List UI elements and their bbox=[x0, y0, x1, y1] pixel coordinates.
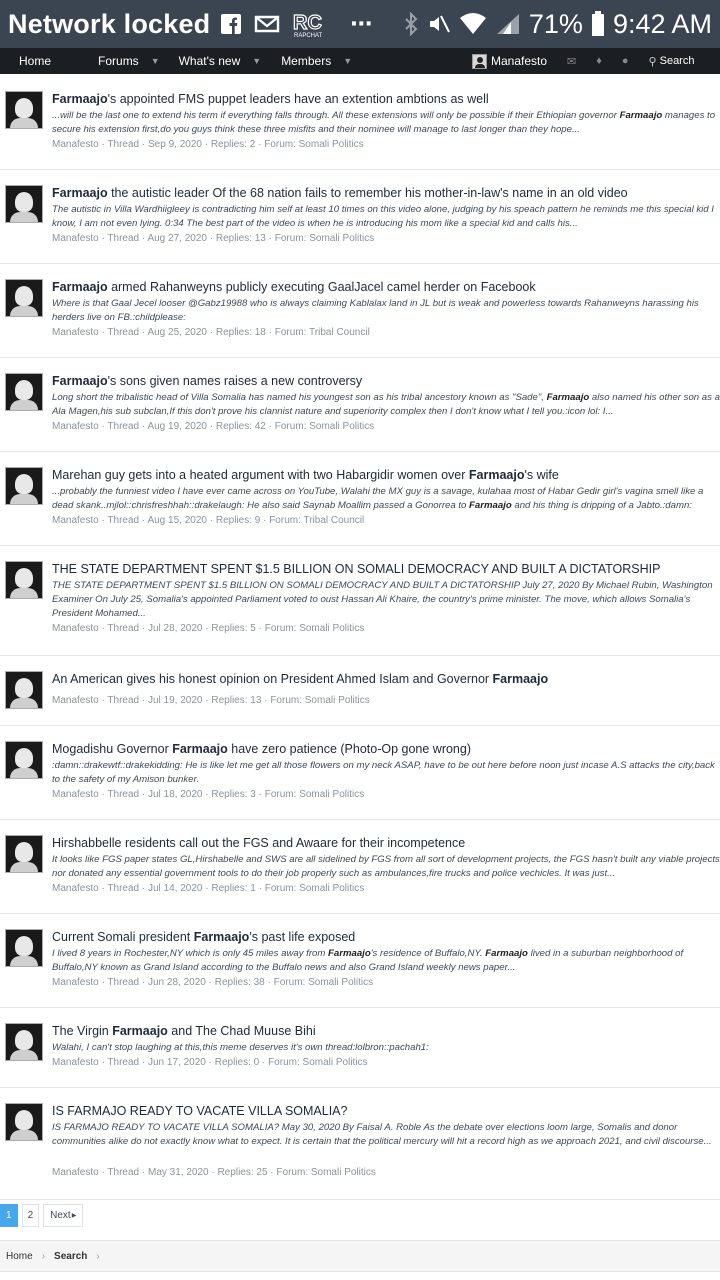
highlight-term: Farmaajo bbox=[52, 374, 108, 388]
meta-separator: · bbox=[265, 327, 275, 338]
result-snippet bbox=[52, 759, 720, 787]
meta-author[interactable]: Manafesto bbox=[52, 623, 99, 634]
meta-separator: · bbox=[98, 233, 108, 244]
mute-icon bbox=[427, 12, 451, 36]
meta-author[interactable]: Manafesto bbox=[52, 515, 99, 526]
meta-replies: Replies: 18 bbox=[215, 327, 266, 338]
result-meta bbox=[52, 233, 374, 244]
carrier-text: Network locked bbox=[8, 8, 211, 39]
result-title-link[interactable] bbox=[52, 1024, 316, 1038]
title-text: armed Rahanweyns publicly executing GaalJacel camel herder on Facebook bbox=[107, 280, 536, 294]
nav-whats-new[interactable] bbox=[160, 54, 262, 68]
title-text: Marehan guy gets into a heated argument with two Habargidir women over bbox=[52, 468, 469, 482]
meta-separator: · bbox=[98, 977, 108, 988]
title-text: An American gives his honest opinion on President Ahmed Islam and Governor bbox=[52, 672, 493, 686]
snippet-text: also named his other son as a Ala Magen,his sub subclan,If this don't prove his clannist nature and superiority complex then I don't know what I tell you.:icon lol: I... bbox=[52, 392, 720, 417]
meta-date[interactable]: Jun 28, 2020 bbox=[148, 977, 206, 988]
result-meta bbox=[52, 327, 370, 338]
meta-separator: · bbox=[206, 421, 216, 432]
meta-forum[interactable]: Forum: Somali Politics bbox=[264, 623, 365, 634]
author-avatar[interactable] bbox=[5, 835, 43, 873]
title-text: the autistic leader Of the 68 nation fails to remember his mother-in-law's name in an old video bbox=[107, 186, 628, 200]
meta-separator: · bbox=[255, 139, 265, 150]
search-result-row bbox=[0, 546, 720, 656]
signal-icon bbox=[495, 12, 521, 36]
result-title-link[interactable] bbox=[52, 930, 355, 944]
result-meta bbox=[52, 695, 370, 706]
result-meta bbox=[52, 1167, 376, 1178]
chevron-right-icon: › bbox=[96, 1250, 100, 1262]
title-text: Mogadishu Governor bbox=[52, 742, 173, 756]
search-result-row bbox=[0, 914, 720, 1008]
meta-author[interactable]: Manafesto bbox=[52, 233, 99, 244]
meta-forum[interactable]: Forum: Somali Politics bbox=[264, 883, 365, 894]
highlight-term: Farmaajo bbox=[172, 742, 228, 756]
meta-author[interactable]: Manafesto bbox=[52, 139, 99, 150]
gmail-icon bbox=[254, 13, 280, 35]
meta-separator: · bbox=[264, 977, 274, 988]
meta-separator: · bbox=[261, 695, 271, 706]
title-text: 's wife bbox=[524, 468, 559, 482]
author-avatar[interactable] bbox=[5, 671, 43, 709]
meta-date[interactable]: May 31, 2020 bbox=[148, 1167, 209, 1178]
meta-separator: · bbox=[255, 883, 265, 894]
snippet-text: Long short the tribalistic head of Villa Somalia has named his youngest son as his tribal ancestory known as "Sade", bbox=[52, 392, 547, 403]
facebook-icon bbox=[220, 13, 242, 35]
snippet-text: 's residence of Buffalo,NY. bbox=[370, 948, 486, 959]
meta-author[interactable]: Manafesto bbox=[52, 883, 99, 894]
snippet-text: manages to secure his extension first,do you guys think these three misfits and their nominee will manage to last longer than they hope... bbox=[52, 110, 716, 135]
next-page-button[interactable] bbox=[43, 1204, 83, 1227]
meta-forum[interactable]: Forum: Somali Politics bbox=[274, 421, 375, 432]
result-title-link[interactable] bbox=[52, 186, 628, 200]
result-snippet bbox=[52, 1041, 720, 1055]
meta-replies: Replies: 9 bbox=[215, 515, 261, 526]
author-avatar[interactable] bbox=[5, 1103, 43, 1141]
pagination bbox=[0, 1203, 87, 1227]
meta-separator: · bbox=[139, 139, 148, 150]
meta-date[interactable]: Jul 28, 2020 bbox=[148, 623, 203, 634]
bluetooth-icon bbox=[403, 12, 419, 36]
clock: 9:42 AM bbox=[612, 8, 712, 39]
more-dots-icon: ⋯ bbox=[350, 11, 373, 36]
result-snippet bbox=[52, 579, 720, 621]
nav-members-label: Members bbox=[281, 54, 332, 68]
meta-forum[interactable]: Forum: Somali Politics bbox=[270, 695, 370, 706]
author-avatar[interactable] bbox=[5, 467, 43, 505]
meta-date[interactable]: Aug 15, 2020 bbox=[147, 515, 207, 526]
search-result-row bbox=[0, 74, 720, 170]
nav-home-label: Home bbox=[19, 54, 52, 68]
meta-author[interactable]: Manafesto bbox=[52, 695, 99, 706]
meta-type: Thread bbox=[107, 327, 140, 338]
chevron-down-icon[interactable]: ▼ bbox=[343, 56, 353, 66]
meta-separator: · bbox=[206, 233, 216, 244]
username[interactable]: Manafesto bbox=[491, 54, 548, 68]
meta-date[interactable]: Jun 17, 2020 bbox=[148, 1057, 206, 1068]
author-avatar[interactable] bbox=[5, 91, 43, 129]
meta-separator: · bbox=[98, 1167, 108, 1178]
result-meta bbox=[52, 421, 374, 432]
highlight-term: Farmaajo bbox=[485, 948, 528, 959]
meta-replies: Replies: 38 bbox=[214, 977, 265, 988]
page-1[interactable]: 1 bbox=[0, 1204, 18, 1227]
meta-date[interactable]: Jul 14, 2020 bbox=[148, 883, 203, 894]
chevron-right-icon: › bbox=[41, 1250, 46, 1262]
search-result-row bbox=[0, 170, 720, 264]
chevron-down-icon[interactable]: ▼ bbox=[150, 56, 160, 66]
meta-separator: · bbox=[202, 789, 212, 800]
meta-type: Thread bbox=[107, 623, 140, 634]
title-text: 's appointed FMS puppet leaders have an extention ambtions as well bbox=[107, 92, 489, 106]
chevron-down-icon[interactable]: ▼ bbox=[252, 56, 262, 66]
title-text: have zero patience (Photo-Op gone wrong) bbox=[227, 742, 471, 756]
highlight-term: Farmaajo bbox=[193, 930, 250, 944]
meta-separator: · bbox=[260, 515, 270, 526]
title-text: 's sons given names raises a new controversy bbox=[107, 374, 363, 388]
meta-replies: Replies: 25 bbox=[217, 1167, 268, 1178]
title-text: Hirshabbelle residents call out the FGS and Awaare for their incompetence bbox=[52, 836, 466, 850]
title-text: 's past life exposed bbox=[249, 930, 356, 944]
meta-type: Thread bbox=[107, 421, 140, 432]
meta-replies: Replies: 1 bbox=[211, 883, 256, 894]
meta-forum[interactable]: Forum: Tribal Council bbox=[274, 327, 370, 338]
search-result-row bbox=[0, 452, 720, 546]
status-bar bbox=[0, 0, 720, 48]
battery-percent: 71% bbox=[528, 8, 583, 39]
nav-user-area bbox=[472, 48, 694, 74]
breadcrumb bbox=[0, 1240, 720, 1272]
meta-forum[interactable]: Forum: Somali Politics bbox=[268, 1057, 368, 1068]
result-meta bbox=[52, 139, 364, 150]
meta-separator: · bbox=[208, 1167, 218, 1178]
meta-date[interactable]: Jul 18, 2020 bbox=[148, 789, 203, 800]
meta-replies: Replies: 3 bbox=[211, 789, 256, 800]
author-avatar[interactable] bbox=[5, 561, 43, 599]
meta-date[interactable]: Sep 9, 2020 bbox=[148, 139, 202, 150]
result-meta bbox=[52, 515, 364, 526]
search-result-row bbox=[0, 1008, 720, 1088]
meta-separator: · bbox=[139, 233, 148, 244]
highlight-term: Farmaajo bbox=[619, 110, 663, 121]
nav-home[interactable] bbox=[0, 54, 51, 68]
meta-forum[interactable]: Forum: Somali Politics bbox=[276, 1167, 376, 1178]
meta-separator: · bbox=[98, 695, 108, 706]
meta-separator: · bbox=[255, 623, 265, 634]
snippet-text: It looks like FGS paper states GL,Hirshabelle and SWS are all sidelined by FGS from all sort of development projects, the FGS hasn't built any viable projects nor donated any essential government tools to do their job properly such as ambulances,fire trucks and police vechicles. It was just... bbox=[52, 854, 720, 879]
snippet-text: and his thing is dripping of a Jabto.:damn: bbox=[511, 500, 692, 511]
author-avatar[interactable] bbox=[5, 1023, 43, 1061]
result-title-link[interactable] bbox=[52, 836, 465, 850]
nav-whats-new-label: What's new bbox=[178, 54, 241, 68]
meta-separator: · bbox=[139, 515, 148, 526]
meta-separator: · bbox=[139, 1167, 148, 1178]
result-snippet bbox=[52, 297, 720, 325]
snippet-text: ...will be the last one to extend his term if everything falls through. All these extensions will only be possible if their Ethiopian governor bbox=[52, 110, 620, 121]
meta-separator: · bbox=[265, 233, 275, 244]
highlight-term: Farmaajo bbox=[328, 948, 371, 959]
result-title-link[interactable] bbox=[52, 742, 471, 756]
meta-separator: · bbox=[139, 977, 148, 988]
meta-type: Thread bbox=[107, 695, 140, 706]
result-title-link[interactable] bbox=[52, 374, 362, 388]
result-meta bbox=[52, 789, 364, 800]
title-text: and The Chad Muuse Bihi bbox=[167, 1024, 316, 1038]
highlight-term: Farmaajo bbox=[468, 468, 525, 482]
meta-separator: · bbox=[139, 327, 148, 338]
highlight-term: Farmaajo bbox=[52, 186, 108, 200]
meta-forum[interactable]: Forum: Tribal Council bbox=[269, 515, 365, 526]
lightbulb-icon[interactable]: ● bbox=[621, 55, 629, 67]
meta-author[interactable]: Manafesto bbox=[52, 977, 99, 988]
meta-date[interactable]: Aug 27, 2020 bbox=[147, 233, 207, 244]
meta-replies: Replies: 42 bbox=[215, 421, 266, 432]
snippet-text: The autistic in Villa Wardhiigleey is contradicting him self at least 10 times on this video alone, judging by his speach pattern he reminds me this special kid I know, I am not even lying. 0:34 The best part of the video is when he is introducing his mom like a special kid and calls his... bbox=[52, 204, 714, 229]
meta-type: Thread bbox=[107, 233, 140, 244]
result-title-link[interactable] bbox=[52, 468, 559, 482]
meta-replies: Replies: 13 bbox=[215, 233, 266, 244]
search-result-row bbox=[0, 726, 720, 820]
nav-forums-label: Forums bbox=[98, 54, 139, 68]
meta-separator: · bbox=[206, 515, 216, 526]
bell-icon[interactable]: ♦ bbox=[596, 55, 602, 67]
search-result-row bbox=[0, 656, 720, 726]
author-avatar[interactable] bbox=[5, 185, 43, 223]
meta-type: Thread bbox=[107, 1167, 140, 1178]
chevron-right-icon: ▶ bbox=[71, 1212, 77, 1219]
title-text: THE STATE DEPARTMENT SPENT $1.5 BILLION ON SOMALI DEMOCRACY AND BUILT A DICTATORSHIP bbox=[52, 562, 661, 576]
meta-replies: Replies: 0 bbox=[214, 1057, 260, 1068]
meta-separator: · bbox=[255, 789, 265, 800]
inbox-icon[interactable]: ✉ bbox=[567, 55, 577, 68]
meta-forum[interactable]: Forum: Somali Politics bbox=[274, 233, 375, 244]
result-title-link[interactable] bbox=[52, 92, 489, 106]
result-title-link[interactable] bbox=[52, 672, 548, 686]
meta-separator: · bbox=[98, 327, 108, 338]
meta-separator: · bbox=[259, 1057, 269, 1068]
meta-author[interactable]: Manafesto bbox=[52, 789, 99, 800]
meta-author[interactable]: Manafesto bbox=[52, 1057, 99, 1068]
highlight-term: Farmaajo bbox=[546, 392, 590, 403]
meta-separator: · bbox=[205, 977, 215, 988]
result-snippet bbox=[52, 203, 720, 231]
meta-separator: · bbox=[265, 421, 275, 432]
page-2[interactable]: 2 bbox=[22, 1204, 40, 1227]
nav-members[interactable] bbox=[261, 54, 352, 68]
breadcrumb-search[interactable]: Search bbox=[54, 1250, 88, 1262]
meta-separator: · bbox=[202, 695, 212, 706]
snippet-text: THE STATE DEPARTMENT SPENT $1.5 BILLION ON SOMALI DEMOCRACY AND BUILT A DICTATORSHIP July 27, 2020 By Michael Rubin, Washington Examiner On July 25, Somalia's appointed Parliament voted to oust Hassan Ali Khaire, the country's prime minister. The move, which allows Somalia's President Mohamed... bbox=[52, 580, 713, 619]
result-title-link[interactable] bbox=[52, 280, 536, 294]
wifi-icon bbox=[459, 12, 487, 36]
author-avatar[interactable] bbox=[5, 373, 43, 411]
meta-separator: · bbox=[139, 695, 148, 706]
search-icon[interactable]: ⚲ bbox=[648, 55, 657, 68]
meta-forum[interactable]: Forum: Somali Politics bbox=[264, 139, 364, 150]
meta-separator: · bbox=[139, 1057, 148, 1068]
meta-author[interactable]: Manafesto bbox=[52, 327, 99, 338]
result-snippet bbox=[52, 485, 720, 513]
meta-separator: · bbox=[139, 623, 148, 634]
snippet-text: Walahi, I can't stop laughing at this,this meme deserves it's own thread:lolbron::pachah1: bbox=[52, 1042, 429, 1053]
result-snippet bbox=[52, 391, 720, 419]
author-avatar[interactable] bbox=[5, 279, 43, 317]
highlight-term: Farmaajo bbox=[469, 500, 512, 511]
search-result-row bbox=[0, 358, 720, 452]
meta-separator: · bbox=[139, 883, 148, 894]
snippet-text: ...probably the funniest video I have ever came across on YouTube, Walahi the MX guy is a savage, kulahaa most of Habar Gedir girl's vagina smell like a dead skank..mjlol::chrisfreshhah::drakelaugh: He also said Saynab Moallim passed a Gonorrea to bbox=[52, 486, 704, 511]
meta-separator: · bbox=[205, 1057, 215, 1068]
result-snippet bbox=[52, 853, 720, 881]
result-meta bbox=[52, 977, 373, 988]
meta-replies: Replies: 5 bbox=[211, 623, 256, 634]
author-avatar[interactable] bbox=[5, 741, 43, 779]
meta-separator: · bbox=[98, 139, 108, 150]
author-avatar[interactable] bbox=[5, 929, 43, 967]
result-title-link[interactable] bbox=[52, 1104, 347, 1118]
meta-replies: Replies: 2 bbox=[210, 139, 256, 150]
meta-author[interactable]: Manafesto bbox=[52, 1167, 99, 1178]
meta-replies: Replies: 13 bbox=[211, 695, 262, 706]
result-snippet bbox=[52, 109, 720, 137]
meta-separator: · bbox=[202, 883, 212, 894]
snippet-text: Where is that Gaal Jecel looser @Gabz19988 who is always claiming Kablalax land in JL but is weak and powerless towards Rahanweyns harassing his herders live on FB.:childplease: bbox=[52, 298, 699, 323]
result-title-link[interactable] bbox=[52, 562, 660, 576]
result-snippet bbox=[52, 947, 720, 975]
meta-separator: · bbox=[202, 623, 212, 634]
meta-separator: · bbox=[139, 421, 148, 432]
meta-separator: · bbox=[98, 789, 108, 800]
snippet-text: I lived 8 years in Rochester,NY which is only 45 miles away from bbox=[52, 948, 329, 959]
breadcrumb-home[interactable]: Home bbox=[6, 1250, 33, 1262]
nav-forums[interactable] bbox=[51, 54, 160, 68]
snippet-text: IS FARMAJO READY TO VACATE VILLA SOMALIA? May 30, 2020 By Faisal A. Roble As the debate over elections loom large, Somalis and donor communities alike do not exactly know what to expect. It is certain that the political mercury will hit a record high as we approach 2021, and civil discourse... bbox=[52, 1122, 712, 1147]
highlight-term: Farmaajo bbox=[52, 280, 108, 294]
meta-separator: · bbox=[98, 883, 108, 894]
svg-text:RAPCHAT: RAPCHAT bbox=[294, 33, 323, 39]
title-text: The Virgin bbox=[52, 1024, 113, 1038]
next-label: Next bbox=[50, 1209, 71, 1221]
highlight-term: Farmaajo bbox=[52, 92, 108, 106]
meta-date[interactable]: Jul 19, 2020 bbox=[148, 695, 203, 706]
result-snippet bbox=[52, 1121, 720, 1149]
search-result-row bbox=[0, 1088, 720, 1200]
meta-type: Thread bbox=[107, 977, 140, 988]
snippet-text: :damn::drakewtf::drakekidding: He is like let me get all those flowers on my neck ASAP, have to be out here before noon just incase A.S attacks the city,back to the safety of my Amison bunker. bbox=[52, 760, 715, 785]
result-meta bbox=[52, 883, 364, 894]
title-text: Current Somali president bbox=[52, 930, 194, 944]
svg-text:RC: RC bbox=[293, 12, 323, 34]
user-avatar[interactable] bbox=[472, 54, 487, 69]
meta-separator: · bbox=[139, 789, 148, 800]
meta-type: Thread bbox=[107, 1057, 140, 1068]
meta-separator: · bbox=[201, 139, 211, 150]
meta-type: Thread bbox=[107, 139, 140, 150]
highlight-term: Farmaajo bbox=[492, 672, 549, 686]
meta-separator: · bbox=[206, 327, 216, 338]
rapchat-icon bbox=[292, 9, 324, 39]
meta-type: Thread bbox=[107, 515, 140, 526]
meta-separator: · bbox=[98, 421, 108, 432]
meta-separator: · bbox=[98, 1057, 108, 1068]
meta-separator: · bbox=[98, 515, 108, 526]
meta-forum[interactable]: Forum: Somali Politics bbox=[264, 789, 365, 800]
meta-forum[interactable]: Forum: Somali Politics bbox=[273, 977, 374, 988]
result-meta bbox=[52, 623, 364, 634]
battery-icon bbox=[591, 11, 605, 37]
highlight-term: Farmaajo bbox=[112, 1024, 168, 1038]
search-result-row bbox=[0, 264, 720, 358]
forum-navbar bbox=[0, 48, 720, 74]
search-result-row bbox=[0, 820, 720, 914]
snippet-text: lived in a suburban neighborhood of Buffalo,NY known as Grand Island according to the Buffalo news and also Grand Island weekly news paper... bbox=[52, 948, 684, 973]
meta-separator: · bbox=[98, 623, 108, 634]
meta-type: Thread bbox=[107, 883, 140, 894]
search-link[interactable]: Search bbox=[659, 55, 695, 67]
meta-author[interactable]: Manafesto bbox=[52, 421, 99, 432]
title-text: IS FARMAJO READY TO VACATE VILLA SOMALIA? bbox=[52, 1104, 348, 1118]
meta-separator: · bbox=[267, 1167, 277, 1178]
result-meta bbox=[52, 1057, 368, 1068]
meta-date[interactable]: Aug 25, 2020 bbox=[147, 327, 207, 338]
meta-date[interactable]: Aug 19, 2020 bbox=[147, 421, 207, 432]
meta-type: Thread bbox=[107, 789, 140, 800]
